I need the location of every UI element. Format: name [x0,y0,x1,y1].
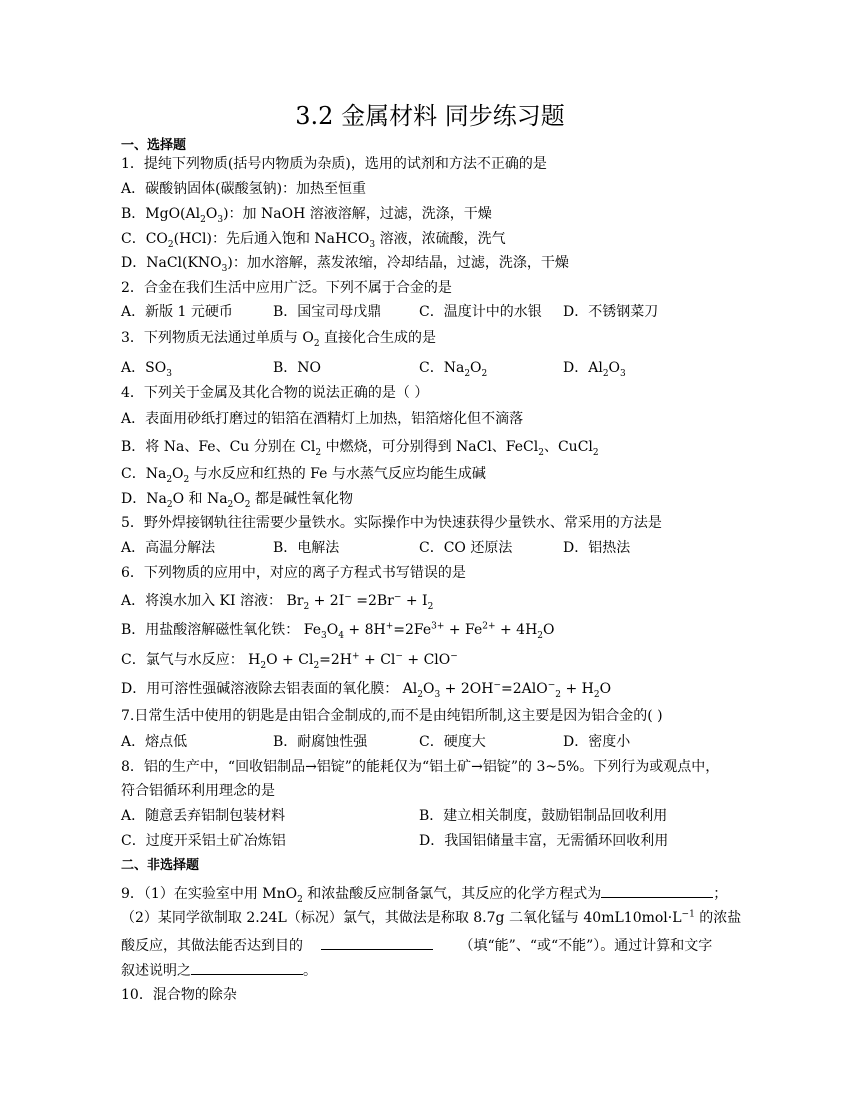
q4-option-b: B．将 Na、Fe、Cu 分别在 $Cl_2$ 中燃烧，可分别得到 NaCl、FeCl$_2$、CuCl$_2$ [121,439,599,458]
q2-option-d: D．不锈钢菜刀 [563,304,659,320]
q7-option-b: B．耐腐蚀性强 [273,734,368,750]
q3-option-a: A．$SO_3$ [121,360,172,379]
q6-option-d: D．用可溶性强碱溶液除去铝表面的氧化膜： $Al_2O_3 + 2OH^-=2AlO^-_2 + H_2O$ [121,680,612,700]
q9-line4: 叙述说明之 。 [121,960,317,980]
q7-stem: 7.日常生活中使用的钥匙是由铝合金制成的,而不是由纯铝所制,这主要是因为铝合金的( ) [121,708,663,724]
q4-option-d: D．$Na_2O$ 和 $Na_2O_2$ 都是碱性氧化物 [121,491,353,510]
q8-stem-line2: 符合铝循环利用理念的是 [121,783,275,799]
q5-option-a: A．高温分解法 [121,540,216,556]
q8-option-c: C．过度开采铝土矿冶炼铝 [121,833,286,849]
q9-answer-blank-2[interactable] [321,935,433,950]
q7-option-d: D．密度小 [563,734,631,750]
q1-option-d: D．$NaCl(KNO_3)$：加水溶解，蒸发浓缩，冷却结晶，过滤，洗涤，干燥 [121,255,569,274]
q6-option-b: B．用盐酸溶解磁性氧化铁： $Fe_3O_4 + 8H^+=2Fe^{3+} + Fe^{2+} + 4H_2O$ [121,621,555,641]
q5-option-d: D．铝热法 [563,540,631,556]
q6-stem: 6．下列物质的应用中，对应的离子方程式书写错误的是 [121,565,466,581]
q5-stem: 5．野外焊接钢轨往往需要少量铁水。实际操作中为快速获得少量铁水、常采用的方法是 [121,515,662,531]
section-heading-choice: 一、选择题 [121,138,187,153]
q5-option-b: B．电解法 [273,540,340,556]
q3-option-c: C．$Na_2O_2$ [419,360,488,379]
q4-stem: 4．下列关于金属及其化合物的说法正确的是（ ） [121,385,429,401]
q4-option-a: A．表面用砂纸打磨过的铝箔在酒精灯上加热，铝箔熔化但不滴落 [121,411,524,427]
q2-stem: 2．合金在我们生活中应用广泛。下列不属于合金的是 [121,280,452,296]
q9-answer-blank-1[interactable] [601,883,713,898]
section-heading-nonchoice: 二、非选择题 [121,858,200,873]
q6-option-a: A．将溴水加入 KI 溶液： $Br_2 + 2I^- =2Br^- + I_2$ [121,592,434,612]
q2-option-a: A．新版 1 元硬币 [121,304,233,320]
page-title: 3.2 金属材料 同步练习题 [295,102,565,130]
q1-option-b: B．$MgO(Al_2O_3)$：加 NaOH 溶液溶解，过滤，洗涤，干燥 [121,206,492,225]
q2-option-b: B．国宝司母戊鼎 [273,304,382,320]
q9-line2: （2）某同学欲制取 2.24L（标况）氯气，其做法是称取 8.7g 二氧化锰与 $40mL10mol\cdot L^{-1}$ 的浓盐 [121,909,742,926]
q10-stem: 10．混合物的除杂 [121,987,237,1003]
q4-option-c: C．$Na_2O_2$ 与水反应和红热的 Fe 与水蒸气反应均能生成碱 [121,466,486,485]
q3-option-d: D．$Al_2O_3$ [563,360,626,379]
q8-option-b: B．建立相关制度，鼓励铝制品回收利用 [419,808,668,824]
q3-option-b: B．NO [273,360,322,376]
q6-option-c: C．氯气与水反应： $H_2O + Cl_2=2H^+ + Cl^- + ClO^-$ [121,651,458,671]
q1-option-a: A．碳酸钠固体(碳酸氢钠)：加热至恒重 [121,181,367,197]
q7-option-a: A．熔点低 [121,734,188,750]
q9-answer-blank-3[interactable] [191,960,303,975]
q8-stem-line1: 8．铝的生产中，“回收铝制品→铝锭”的能耗仅为“铝土矿→铝锭”的 3~5%。下列行为或观点中， [121,759,720,775]
q2-option-c: C．温度计中的水银 [419,304,542,320]
q1-stem: 1．提纯下列物质(括号内物质为杂质)，选用的试剂和方法不正确的是 [121,156,547,172]
q8-option-a: A．随意丢弃铝制包装材料 [121,808,286,824]
q9-line1: 9．（1）在实验室中用 MnO$_2$ 和浓盐酸反应制备氯气，其反应的化学方程式为 ； [121,883,727,903]
q1-option-c: C．$CO_2(HCl)$：先后通入饱和 NaHCO$_3$ 溶液，浓硫酸，洗气 [121,231,506,250]
q5-option-c: C．CO 还原法 [419,540,513,556]
q8-option-d: D．我国铝储量丰富，无需循环回收利用 [419,833,669,849]
q3-stem: 3．下列物质无法通过单质与 $O_2$ 直接化合生成的是 [121,330,437,349]
q7-option-c: C．硬度大 [419,734,486,750]
q9-line3: 酸反应，其做法能否达到目的 （填“能”、“或“不能”）。通过计算和文字 [121,935,712,955]
